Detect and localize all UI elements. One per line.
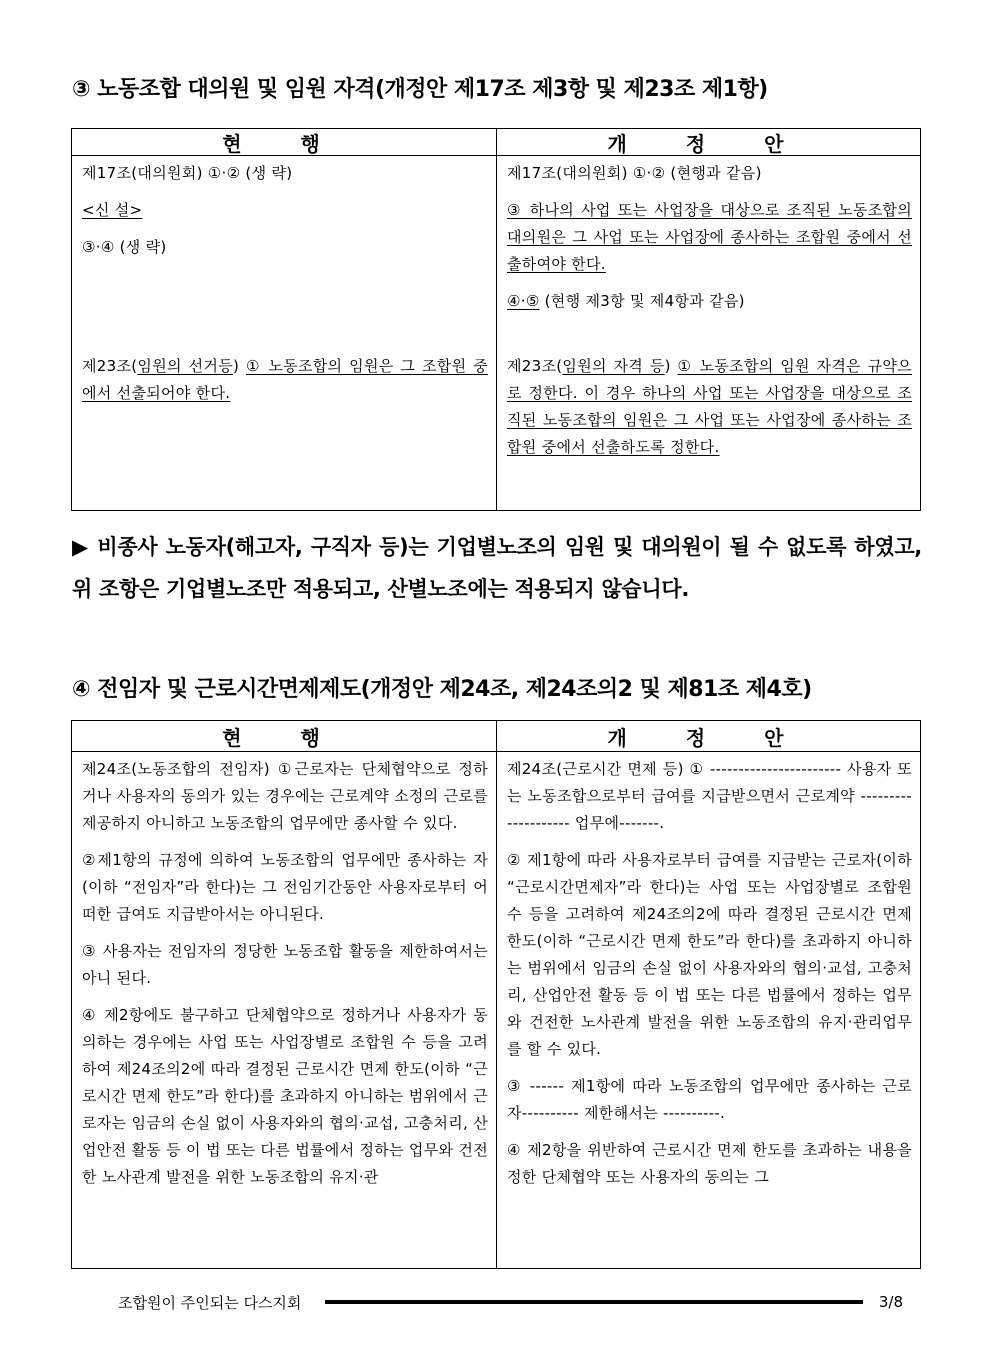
current-a24-1: 제24조(노동조합의 전임자) ①근로자는 단체협약으로 정하거나 사용자의 동의가 있는 경우에는 근로계약 소정의 근로를 제공하지 아니하고 노동조합의 업무에만 종사할 수 있다. <box>82 760 488 832</box>
proposed-a23: 제23조(임원의 자격 등) ① 노동조합의 임원 자격은 규약으로 정한다. 이 경우 하나의 사업 또는 사업장을 대상으로 조직된 노동조합의 임원은 그 사업 또는 사업장에 종사하는 조합원 중에서 선출하도록 정한다. <box>507 357 912 456</box>
section3-table <box>71 128 921 511</box>
proposed-a24-4: ④ 제2항을 위반하여 근로시간 면제 한도를 초과하는 내용을 정한 단체협약 또는 사용자의 동의는 그 <box>507 1141 912 1186</box>
proposed-a24-1: 제24조(근로시간 면제 등) ① ----------------------- 사용자 또는 노동조합으로부터 급여를 지급받으면서 근로계약 -------------------- 업무에-------. <box>507 760 912 832</box>
proposed-a24-3: ③ ------ 제1항에 따라 노동조합의 업무에만 종사하는 근로자---------- 제한해서는 ----------. <box>507 1077 912 1122</box>
page-footer <box>118 1289 903 1315</box>
proposed-a17-head: 제17조(대의원회) ①·② (현행과 같음) <box>507 164 762 182</box>
col-current-header: 현 행 <box>72 721 497 751</box>
section4-table <box>71 720 921 1269</box>
note-paragraph: ▶ 비종사 노동자(해고자, 구직자 등)는 기업별노조의 임원 및 대의원이 될 수 없도록 하였고, 위 조항은 기업별노조만 적용되고, 산별노조에는 적용되지 않습니다. <box>72 535 922 601</box>
col-proposed-header: 개 정 안 <box>607 725 810 750</box>
section4-heading: ④ 전임자 및 근로시간면제제도(개정안 제24조, 제24조의2 및 제81조 제4호) <box>72 677 812 702</box>
footer-union-name: 조합원이 주인되는 다스지회 <box>118 1293 302 1312</box>
footer-rule <box>325 1300 862 1304</box>
current-a17-head: 제17조(대의원회) ①·② (생 략) <box>82 164 293 182</box>
current-a17-rest: ③·④ (생 략) <box>82 238 167 256</box>
current-a24-3: ③ 사용자는 전임자의 정당한 노동조합 활동을 제한하여서는 아니 된다. <box>82 942 488 987</box>
col-current-header: 현 행 <box>72 129 497 155</box>
col-proposed-header: 개 정 안 <box>607 131 810 156</box>
current-a24-2: ②제1항의 규정에 의하여 노동조합의 업무에만 종사하는 자(이하 “전임자”라 한다)는 그 전임기간동안 사용자로부터 어떠한 급여도 지급받아서는 아니된다. <box>82 851 488 923</box>
current-column <box>72 156 497 511</box>
proposed-column <box>497 752 920 1269</box>
current-a17-new: <신 설> <box>82 201 143 219</box>
proposed-a24-2: ② 제1항에 따라 사용자로부터 급여를 지급받는 근로자(이하 “근로시간면제자”라 한다)는 사업 또는 사업장별로 조합원 수 등을 고려하여 제24조의2에 따라 결정된 근로시간 면제 한도(이하 “근로시간 면제 한도”라 한다)를 초과하지 아니하는 범위에서 임금의 손실 없이 사용자와의 협의·교섭, 고충처리, 산업안전 활동 등 이 법 또는 다른 법률에서 정하는 업무와 건전한 노사관계 발전을 위한 노동조합의 유지·관리업무를 할 수 있다. <box>507 851 912 1058</box>
section3-heading: ③ 노동조합 대의원 및 임원 자격(개정안 제17조 제3항 및 제23조 제1항) <box>72 77 768 102</box>
table-header <box>72 129 920 156</box>
proposed-a17-3: ③ 하나의 사업 또는 사업장을 대상으로 조직된 노동조합의 대의원은 그 사업 또는 사업장에 종사하는 조합원 중에서 선출하여야 한다. <box>507 201 912 273</box>
table-header <box>72 721 920 752</box>
current-a24-4: ④ 제2항에도 불구하고 단체협약으로 정하거나 사용자가 동의하는 경우에는 사업 또는 사업장별로 조합원 수 등을 고려하여 제24조의2에 따라 결정된 근로시간 면제 한도(이하 “근로시간 면제 한도”라 한다)를 초과하지 아니하는 범위에서 근로자는 임금의 손실 없이 사용자와의 협의·교섭, 고충처리, 산업안전 활동 등 이 법 또는 다른 법률에서 정하는 업무와 건전한 노사관계 발전을 위한 노동조합의 유지·관 <box>82 1006 488 1186</box>
proposed-a17-45: ④·⑤ (현행 제3항 및 제4항과 같음) <box>507 292 745 310</box>
page-number: 3/8 <box>878 1293 903 1311</box>
proposed-column <box>497 156 920 511</box>
current-a23: 제23조(임원의 선거등) ① 노동조합의 임원은 그 조합원 중에서 선출되어야 한다. <box>82 357 489 402</box>
current-column <box>72 752 497 1269</box>
